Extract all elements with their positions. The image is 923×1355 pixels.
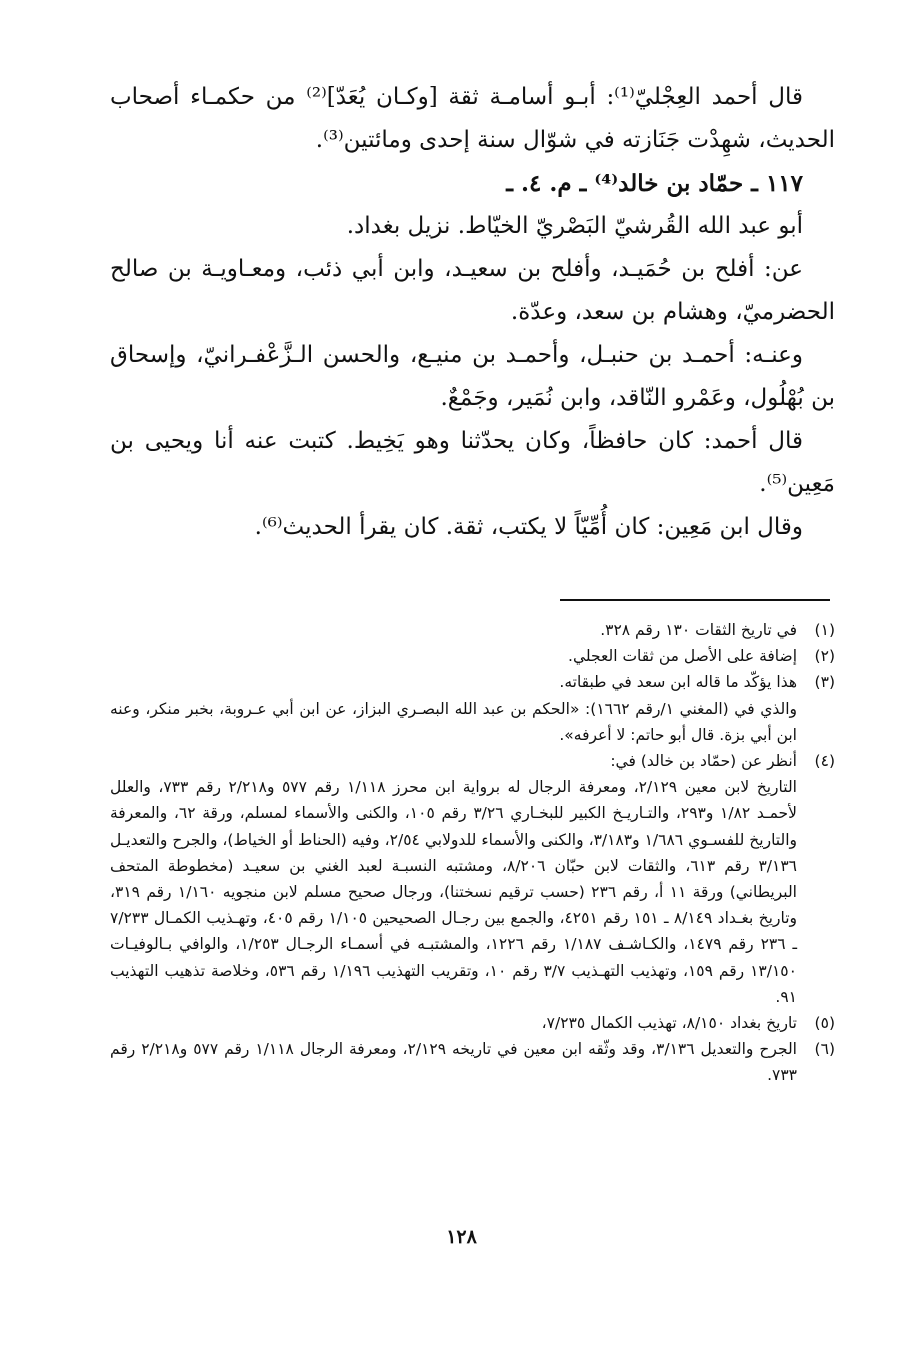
footnote-number: (٦) [814, 1040, 835, 1059]
paragraph-ibn-main: وقال ابن مَعِين: كان أُمِّيّاً لا يكتب، ثقة. كان يقرأ الحديث⁽⁶⁾. [254, 514, 803, 540]
footnote-text: الجرح والتعديل ٣/١٣٦، وقد وثّقه ابن معين في تاريخه ٢/١٢٩، ومعرفة الرجال ١/١١٨ رقم ٥٧٧ و٢/٢١٨ رقم ٧٣٣. [110, 1040, 797, 1085]
main-text [110, 76, 835, 549]
paragraph-narrated-from: عن: أفلح بن حُمَيـد، وأفلح بن سعيـد، وابن أبي ذئب، ومعـاويـة بن صالح الحضرميّ، وهشام بن سعد، وعدّة. [110, 256, 835, 325]
footnote-divider [560, 599, 830, 601]
entry-heading: ١١٧ ـ حمّاد بن خالد⁽⁴⁾ ـ م. ٤. ـ [506, 170, 803, 197]
paragraph-ijli: قال أحمد العِجْليّ⁽¹⁾: أبـو أسامـة ثقة [وكـان يُعَدّ]⁽²⁾ من حكمـاء أصحاب الحديث، شهِدْت جَنَازته في شوّال سنة إحدى ومائتين⁽³⁾. [110, 84, 835, 153]
paragraph-kunya: أبو عبد الله القُرشيّ البَصْريّ الخيّاط. نزيل بغداد. [346, 213, 803, 239]
footnote-number: (٤) [814, 752, 835, 771]
footnote-4 [110, 748, 835, 774]
footnote-text: إضافة على الأصل من ثقات العجلي. [568, 647, 797, 666]
footnote-2 [110, 643, 835, 669]
footnote-text: هذا يؤكّد ما قاله ابن سعد في طبقاته. [559, 673, 797, 692]
footnote-6 [110, 1036, 835, 1088]
footnote-text: أنظر عن (حمّاد بن خالد) في: [610, 752, 797, 771]
footnote-number: (١) [814, 621, 835, 639]
footnote-number: (٥) [814, 1014, 835, 1033]
footnote-text: في تاريخ الثقات ١٣٠ رقم ٣٢٨. [600, 621, 797, 639]
footnotes [110, 617, 835, 1089]
paragraph-narrated-by: وعنـه: أحمـد بن حنبـل، وأحمـد بن منيـع، والحسن الـزَّعْفـرانيّ، وإسحاق بن بُهْلُول، وعَمْرو النّاقد، وابن نُمَير، وجَمْعٌ. [110, 342, 835, 411]
paragraph-ahmad: قال أحمد: كان حافظاً، وكان يحدّثنا وهو يَخِيط. كتبت عنه أنا ويحيى بن مَعِين⁽⁵⁾. [110, 428, 835, 497]
footnote-number: (٢) [814, 647, 835, 666]
footnote-3 [110, 669, 835, 695]
footnote-text: تاريخ بغداد ٨/١٥٠، تهذيب الكمال ٧/٢٣٥، [541, 1014, 797, 1033]
footnote-number: (٣) [814, 673, 835, 692]
footnote-3-continuation: والذي في (المغني ١/رقم ١٦٦٢): «الحكم بن عبد الله البصـري البزاز، عن ابن أبي عـروبة، بخبر منكر، وعنه ابن أبي بزة. قال أبو حاتم: لا أعرفه». [110, 699, 797, 744]
footnote-5 [110, 1010, 835, 1036]
page-number: ١٢٨ [446, 1226, 477, 1248]
footnote-4-sources: التاريخ لابن معين ٢/١٢٩، ومعرفة الرجال له برواية ابن محرز ١/١١٨ رقم ٥٧٧ و٢/٢١٨ رقم ٧٣٣، والعلل لأحمـد ١/٨٢ و٢٩٣، والتـاريـخ الكبير للبخـاري ٣/٢٦ رقم ١٠٥، والكنى والأسماء لمسلم، ورقة ٦٢، والمعرفة والتاريخ للفسـوي ١/٦٨٦ و٣/١٨٣، والكنى والأسماء للدولابي ٢/٥٤، وفيه (الحناط أو الخياط)، والجرح والتعديـل ٣/١٣٦ رقم ٦١٣، والثقات لابن حبّان ٨/٢٠٦، ومشتبه النسبـة لعبد الغني بن سعيـد (مخطوطة المتحف البريطاني) ورقة ١١ أ، رقم ٢٣٦ (حسب ترقيم نسختنا)، ورجال صحيح مسلم لابن منجويه ١/١٦٠ رقم ٣١٩، وتاريخ بغـداد ٨/١٤٩ ـ ١٥١ رقم ٤٢٥١، والجمع بين رجـال الصحيحين ١/١٠٥ رقم ٤٠٥، وتهـذيب الكمـال ٧/٢٣٣ ـ ٢٣٦ رقم ١٤٧٩، والكـاشـف ١/١٨٧ رقم ١٢٢٦، والمشتبـه في أسمـاء الرجـال ١/٢٥٣، والوافي بـالوفيـات ١٣/١٥٠ رقم ١٥٩، وتهذيب التهـذيب ٣/٧ رقم ١٠، وتقريب التهذيب ١/١٩٦ رقم ٥٣٦، وخلاصة تذهيب التهذيب ٩١. [110, 778, 797, 1006]
footnote-1 [110, 617, 835, 643]
